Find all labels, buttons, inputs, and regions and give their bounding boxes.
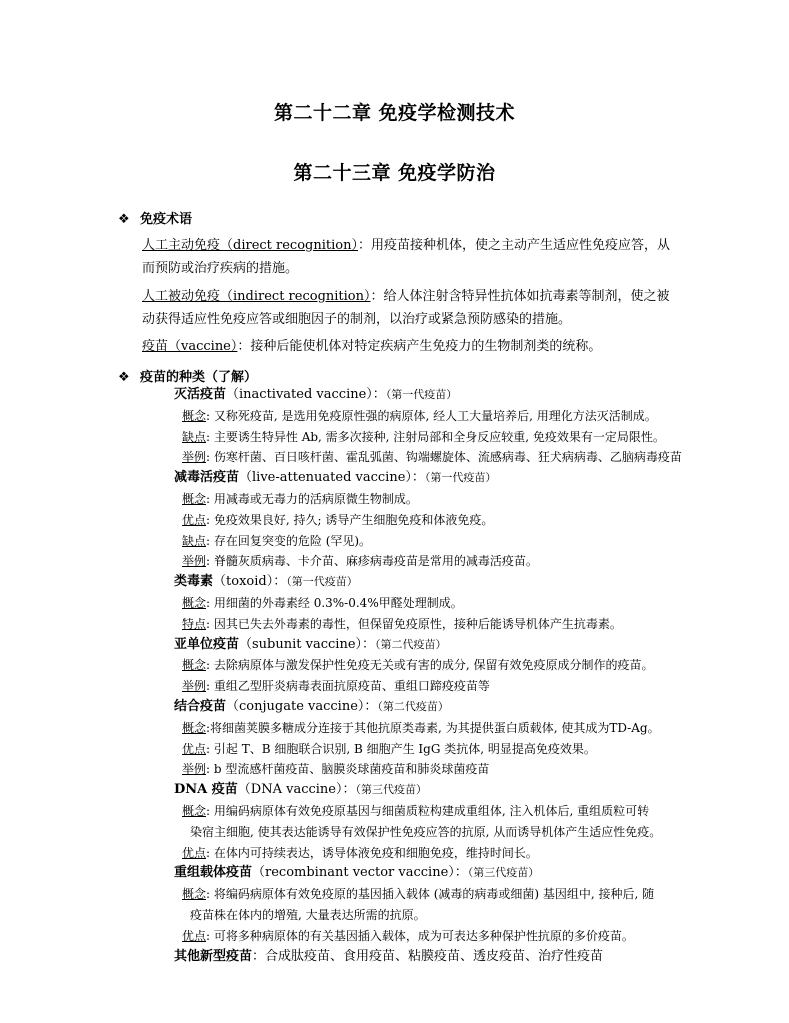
- vaccine-detail: [174, 447, 682, 468]
- detail-label: 概念: [182, 491, 207, 506]
- vaccine-en-name: （conjugate vaccine）：: [226, 698, 378, 714]
- detail-text: 染宿主细胞, 使其表达能诱导有效保护性免疫应答的抗原, 从而诱导机体产生适应性免疫。: [190, 824, 662, 839]
- detail-label: 举例: [182, 762, 207, 777]
- diamond-bullet-icon: ❖: [118, 212, 130, 227]
- vaccine-types-list: [174, 385, 682, 967]
- vaccine-en-name: （recombinant vector vaccine）：: [252, 865, 468, 881]
- vaccine-detail: [174, 759, 674, 780]
- vaccine-detail: [174, 551, 674, 572]
- vaccine-detail: [174, 510, 674, 531]
- vaccine-detail-continued: [174, 905, 674, 926]
- vaccine-name: 类毒素: [174, 574, 214, 590]
- section-terms-heading: [118, 208, 192, 227]
- detail-text: : 将编码病原体有效免疫原的基因插入载体 (减毒的病毒或细菌) 基因组中, 接种后, 随: [206, 887, 655, 902]
- detail-label: 特点: [182, 616, 207, 631]
- detail-text: :将细菌荚膜多糖成分连接于其他抗原类毒素, 为其提供蛋白质载体, 使其成为TD-Ag。: [206, 720, 660, 735]
- vaccine-name: 亚单位疫苗: [174, 636, 240, 652]
- vaccine-en-name: （live-attenuated vaccine）：: [239, 470, 425, 486]
- vaccine-heading-toxoid: [174, 572, 674, 593]
- detail-text: 疫苗株在体内的增殖, 大量表达所需的抗原。: [190, 907, 426, 922]
- detail-text: : 脊髓灰质病毒、卡介苗、麻疹病毒疫苗是常用的减毒活疫苗。: [206, 554, 538, 569]
- vaccine-detail: [174, 531, 674, 552]
- vaccine-detail: [174, 884, 674, 905]
- vaccine-detail: [174, 801, 674, 822]
- vaccine-heading-inactivated: [174, 385, 674, 406]
- vaccine-detail: [174, 718, 674, 739]
- term-vaccine-definition: ：接种后能使机体对特定疾病产生免疫力的生物制剂类的统称。: [237, 339, 602, 354]
- detail-text: : 重组乙型肝炎病毒表面抗原疫苗、重组口蹄疫疫苗等: [206, 679, 490, 694]
- detail-text: : 用编码病原体有效免疫原基因与细菌质粒构建成重组体, 注入机体后, 重组质粒可转: [206, 803, 650, 818]
- vaccine-name: 灭活疫苗: [174, 387, 227, 402]
- vaccine-generation: （第二代疫苗）: [377, 699, 449, 713]
- section-terms-title: 免疫术语: [140, 212, 193, 227]
- vaccine-name: 结合疫苗: [174, 698, 227, 714]
- detail-label: 优点: [182, 512, 207, 527]
- detail-label: 概念: [182, 887, 207, 902]
- vaccine-en-name: （subunit vaccine）：: [239, 636, 376, 652]
- section-types-heading: [118, 366, 257, 385]
- vaccine-other-list: ：合成肽疫苗、食用疫苗、粘膜疫苗、透皮疫苗、治疗性疫苗: [252, 948, 604, 964]
- diamond-bullet-icon: ❖: [118, 370, 130, 385]
- vaccine-generation: （第一代疫苗）: [424, 471, 497, 485]
- detail-label: 优点: [182, 928, 207, 943]
- term-passive-definition: ：给人体注射含特异性抗体如抗毒素等制剂，使之被动获得适应性免疫应答或细胞因子的制剂，以治疗或紧急预防感染的措施。: [142, 289, 670, 327]
- detail-text: : 因其已失去外毒素的毒性，但保留免疫原性，接种后能诱导机体产生抗毒素。: [206, 616, 622, 631]
- detail-text: : 可将多种病原体的有关基因插入载体，成为可表达多种保护性抗原的多价疫苗。: [206, 928, 634, 943]
- detail-text: : 又称死疫苗, 是选用免疫原性强的病原体, 经人工大量培养后, 用理化方法灭活制成。: [206, 408, 657, 423]
- vaccine-heading-attenuated: [174, 468, 674, 489]
- vaccine-en-name: （DNA vaccine）：: [237, 782, 356, 798]
- detail-label: 优点: [182, 845, 207, 860]
- detail-label: 概念: [182, 408, 207, 423]
- detail-label: 举例: [182, 450, 207, 465]
- vaccine-detail: [174, 739, 674, 760]
- detail-label: 缺点: [182, 533, 207, 548]
- detail-label: 缺点: [182, 429, 207, 444]
- detail-text: : 用细菌的外毒素经 0.3%-0.4%甲醛处理制成。: [206, 595, 463, 610]
- detail-label: 概念: [182, 803, 207, 818]
- detail-label: 举例: [182, 554, 207, 569]
- detail-text: : 引起 T、B 细胞联合识别, B 细胞产生 IgG 类抗体, 明显提高免疫效果。: [206, 741, 596, 756]
- chapter-23-title: 第二十三章 免疫学防治: [293, 162, 496, 184]
- term-active-definition: ：用疫苗接种机体，使之主动产生适应性免疫应答，从而预防或治疗疾病的措施。: [142, 238, 670, 276]
- vaccine-heading-subunit: [174, 635, 674, 656]
- vaccine-name: 减毒活疫苗: [174, 470, 240, 486]
- detail-text: : b 型流感杆菌疫苗、脑膜炎球菌疫苗和肺炎球菌疫苗: [206, 762, 490, 777]
- vaccine-detail-continued: [174, 822, 674, 843]
- vaccine-generation: （第三代疫苗）: [355, 783, 427, 797]
- detail-label: 概念: [182, 658, 207, 673]
- vaccine-detail: [174, 843, 674, 864]
- vaccine-detail: [174, 614, 674, 635]
- vaccine-heading-conjugate: [174, 697, 674, 718]
- detail-label: 举例: [182, 679, 207, 694]
- vaccine-name: 重组载体疫苗: [174, 865, 253, 881]
- vaccine-detail: [174, 593, 674, 614]
- detail-text: : 在体内可持续表达，诱导体液免疫和细胞免疫，维持时间长。: [206, 845, 538, 860]
- vaccine-detail: [174, 427, 674, 448]
- vaccine-generation: （第三代疫苗）: [467, 866, 540, 880]
- chapter-22-title: 第二十二章 免疫学检测技术: [273, 102, 516, 124]
- detail-text: : 主要诱生特异性 Ab, 需多次接种, 注射局部和全身反应较重, 免疫效果有一定局限性。: [206, 429, 665, 444]
- detail-text: : 用减毒或无毒力的活病原微生物制成。: [206, 491, 418, 506]
- detail-text: : 伤寒杆菌、百日咳杆菌、霍乱弧菌、钩端螺旋体、流感病毒、狂犬病病毒、乙脑病毒疫苗: [206, 450, 682, 465]
- vaccine-heading-dna: [174, 780, 674, 801]
- term-passive-immunization: [142, 285, 674, 331]
- detail-label: 优点: [182, 741, 207, 756]
- detail-label: 概念: [182, 595, 207, 610]
- vaccine-detail: [174, 406, 674, 427]
- detail-text: : 去除病原体与激发保护性免疫无关或有害的成分, 保留有效免疫原成分制作的疫苗。: [206, 658, 654, 673]
- vaccine-en-name: （inactivated vaccine）：: [226, 387, 386, 402]
- detail-label: 概念: [182, 720, 207, 735]
- vaccine-en-name: （toxoid）：: [213, 574, 287, 590]
- section-types-title: 疫苗的种类（了解）: [140, 370, 258, 385]
- vaccine-generation: （第一代疫苗）: [286, 575, 358, 589]
- vaccine-detail: [174, 926, 674, 947]
- vaccine-detail: [174, 676, 674, 697]
- term-vaccine: [142, 335, 674, 358]
- vaccine-name: DNA 疫苗: [174, 782, 238, 798]
- vaccine-detail: [174, 489, 674, 510]
- vaccine-generation: （第二代疫苗）: [375, 637, 447, 651]
- detail-text: : 存在回复突变的危险 (罕见)。: [206, 533, 372, 548]
- term-active-label: 人工主动免疫（direct recognition）: [142, 238, 358, 253]
- vaccine-heading-recombinant: [174, 863, 674, 884]
- vaccine-name: 其他新型疫苗: [174, 948, 253, 964]
- vaccine-heading-other: [174, 947, 674, 968]
- vaccine-detail: [174, 655, 674, 676]
- term-vaccine-label: 疫苗（vaccine）: [142, 339, 238, 354]
- term-active-immunization: [142, 234, 674, 280]
- detail-text: : 免疫效果良好, 持久; 诱导产生细胞免疫和体液免疫。: [206, 512, 494, 527]
- term-passive-label: 人工被动免疫（indirect recognition）: [142, 289, 371, 304]
- vaccine-generation: （第一代疫苗）: [385, 388, 458, 401]
